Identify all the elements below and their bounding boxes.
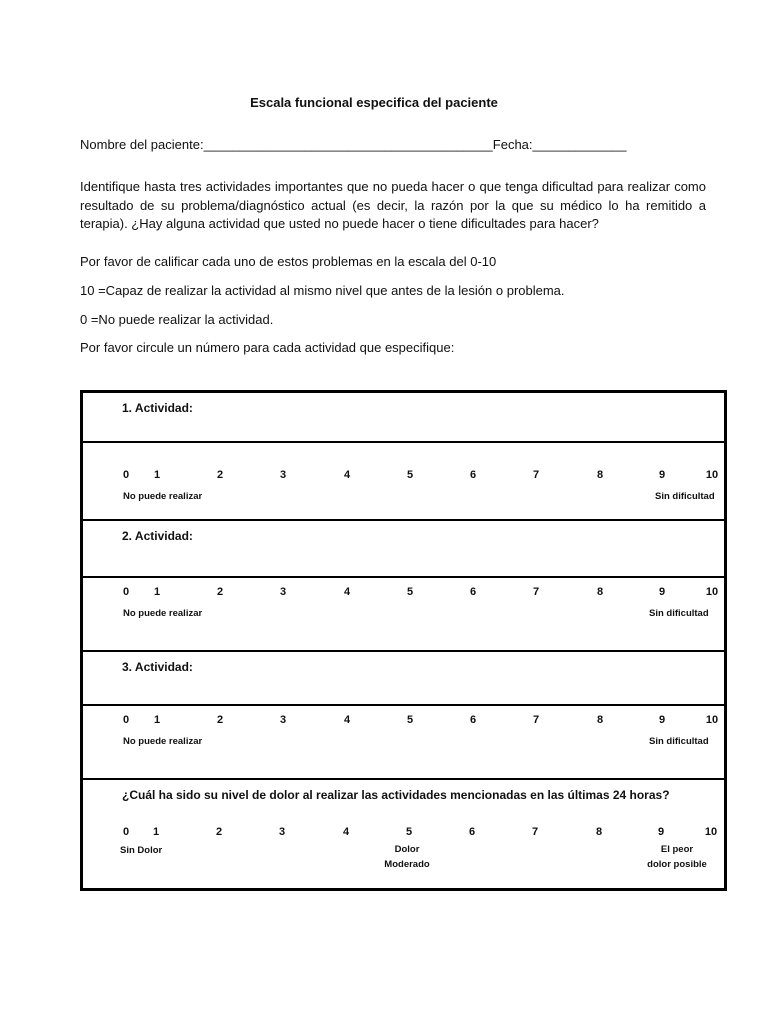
scale-number[interactable]: 4 xyxy=(342,826,350,838)
patient-name-field[interactable]: ________________________________________ xyxy=(203,137,493,152)
scale-number[interactable]: 1 xyxy=(153,586,161,598)
scale-number[interactable]: 5 xyxy=(405,826,413,838)
table-divider xyxy=(83,519,724,521)
scale-number[interactable]: 5 xyxy=(406,714,414,726)
pain-mid-line-2: Moderado xyxy=(384,859,430,870)
table-divider xyxy=(83,778,724,780)
scale-number[interactable]: 10 xyxy=(705,586,719,598)
scale-number[interactable]: 3 xyxy=(279,586,287,598)
activity-2-scale xyxy=(83,586,730,626)
patient-name-label: Nombre del paciente: xyxy=(80,137,204,152)
scale-number[interactable]: 1 xyxy=(152,826,160,838)
pain-mid-line-1: Dolor xyxy=(394,844,420,855)
scale-number[interactable]: 7 xyxy=(532,586,540,598)
table-divider xyxy=(83,441,724,443)
rating-table xyxy=(80,390,727,891)
scale-number[interactable]: 2 xyxy=(215,826,223,838)
patient-info-line xyxy=(80,137,627,152)
scale-number[interactable]: 5 xyxy=(406,469,414,481)
scale-number[interactable]: 7 xyxy=(532,469,540,481)
scale-number[interactable]: 6 xyxy=(469,714,477,726)
scale-high-label: Sin dificultad xyxy=(649,736,709,747)
scale-number[interactable]: 1 xyxy=(153,469,161,481)
table-divider xyxy=(83,704,724,706)
scale-number[interactable]: 10 xyxy=(704,826,718,838)
form-title: Escala funcional especifica del paciente xyxy=(250,95,498,110)
scale-number[interactable]: 4 xyxy=(343,586,351,598)
scale-number[interactable]: 9 xyxy=(658,586,666,598)
activity-1-scale xyxy=(83,469,730,509)
scale-number[interactable]: 0 xyxy=(122,826,130,838)
scale-low-label: No puede realizar xyxy=(123,608,203,619)
scale-number[interactable]: 2 xyxy=(216,469,224,481)
instruction-ten: 10 =Capaz de realizar la actividad al mismo nivel que antes de la lesión o problema. xyxy=(80,283,565,298)
scale-number[interactable]: 1 xyxy=(153,714,161,726)
scale-number[interactable]: 0 xyxy=(122,469,130,481)
scale-number[interactable]: 4 xyxy=(343,469,351,481)
scale-number[interactable]: 9 xyxy=(657,826,665,838)
date-label: Fecha: xyxy=(492,137,533,152)
pain-question: ¿Cuál ha sido su nivel de dolor al realizar las actividades mencionadas en las últimas 24 horas? xyxy=(122,788,670,802)
scale-number[interactable]: 8 xyxy=(596,586,604,598)
scale-number[interactable]: 10 xyxy=(705,469,719,481)
scale-number[interactable]: 10 xyxy=(705,714,719,726)
scale-number[interactable]: 8 xyxy=(596,714,604,726)
instruction-zero: 0 =No puede realizar la actividad. xyxy=(80,312,274,327)
scale-number[interactable]: 3 xyxy=(278,826,286,838)
pain-low-label: Sin Dolor xyxy=(120,845,163,856)
scale-high-label: Sin dificultad xyxy=(655,491,715,502)
scale-number[interactable]: 8 xyxy=(595,826,603,838)
scale-number[interactable]: 0 xyxy=(122,714,130,726)
activity-3-scale xyxy=(83,714,730,754)
scale-number[interactable]: 3 xyxy=(279,714,287,726)
scale-number[interactable]: 3 xyxy=(279,469,287,481)
pain-high-label xyxy=(637,842,717,872)
scale-number[interactable]: 9 xyxy=(658,469,666,481)
scale-number[interactable]: 2 xyxy=(216,714,224,726)
activity-1-label: 1. Actividad: xyxy=(122,401,193,415)
scale-number[interactable]: 0 xyxy=(122,586,130,598)
scale-number[interactable]: 6 xyxy=(469,469,477,481)
date-field[interactable]: _____________ xyxy=(532,137,627,152)
pain-mid-label xyxy=(367,842,447,872)
scale-number[interactable]: 9 xyxy=(658,714,666,726)
pain-scale xyxy=(83,826,730,886)
scale-number[interactable]: 5 xyxy=(406,586,414,598)
scale-number[interactable]: 6 xyxy=(469,586,477,598)
scale-number[interactable]: 4 xyxy=(343,714,351,726)
activity-3-label: 3. Actividad: xyxy=(122,660,193,674)
scale-number[interactable]: 2 xyxy=(216,586,224,598)
scale-low-label: No puede realizar xyxy=(123,491,203,502)
scale-number[interactable]: 6 xyxy=(468,826,476,838)
scale-number[interactable]: 7 xyxy=(532,714,540,726)
table-divider xyxy=(83,576,724,578)
pain-high-line-1: El peor xyxy=(660,844,694,855)
activity-2-label: 2. Actividad: xyxy=(122,529,193,543)
scale-low-label: No puede realizar xyxy=(123,736,203,747)
scale-number[interactable]: 8 xyxy=(596,469,604,481)
table-divider xyxy=(83,650,724,652)
instruction-circle: Por favor circule un número para cada actividad que especifique: xyxy=(80,340,455,355)
pain-high-line-2: dolor posible xyxy=(647,859,707,870)
scale-high-label: Sin dificultad xyxy=(649,608,709,619)
intro-paragraph: Identifique hasta tres actividades importantes que no pueda hacer o que tenga dificultad para realizar como resultado de su problema/diagnóstico actual (es decir, la razón por la que su médico lo ha remitido a terapia). ¿Hay alguna actividad que usted no puede hacer o tiene dificultades para hacer? xyxy=(80,179,706,231)
instruction-scale: Por favor de calificar cada uno de estos problemas en la escala del 0-10 xyxy=(80,254,497,269)
scale-number[interactable]: 7 xyxy=(531,826,539,838)
